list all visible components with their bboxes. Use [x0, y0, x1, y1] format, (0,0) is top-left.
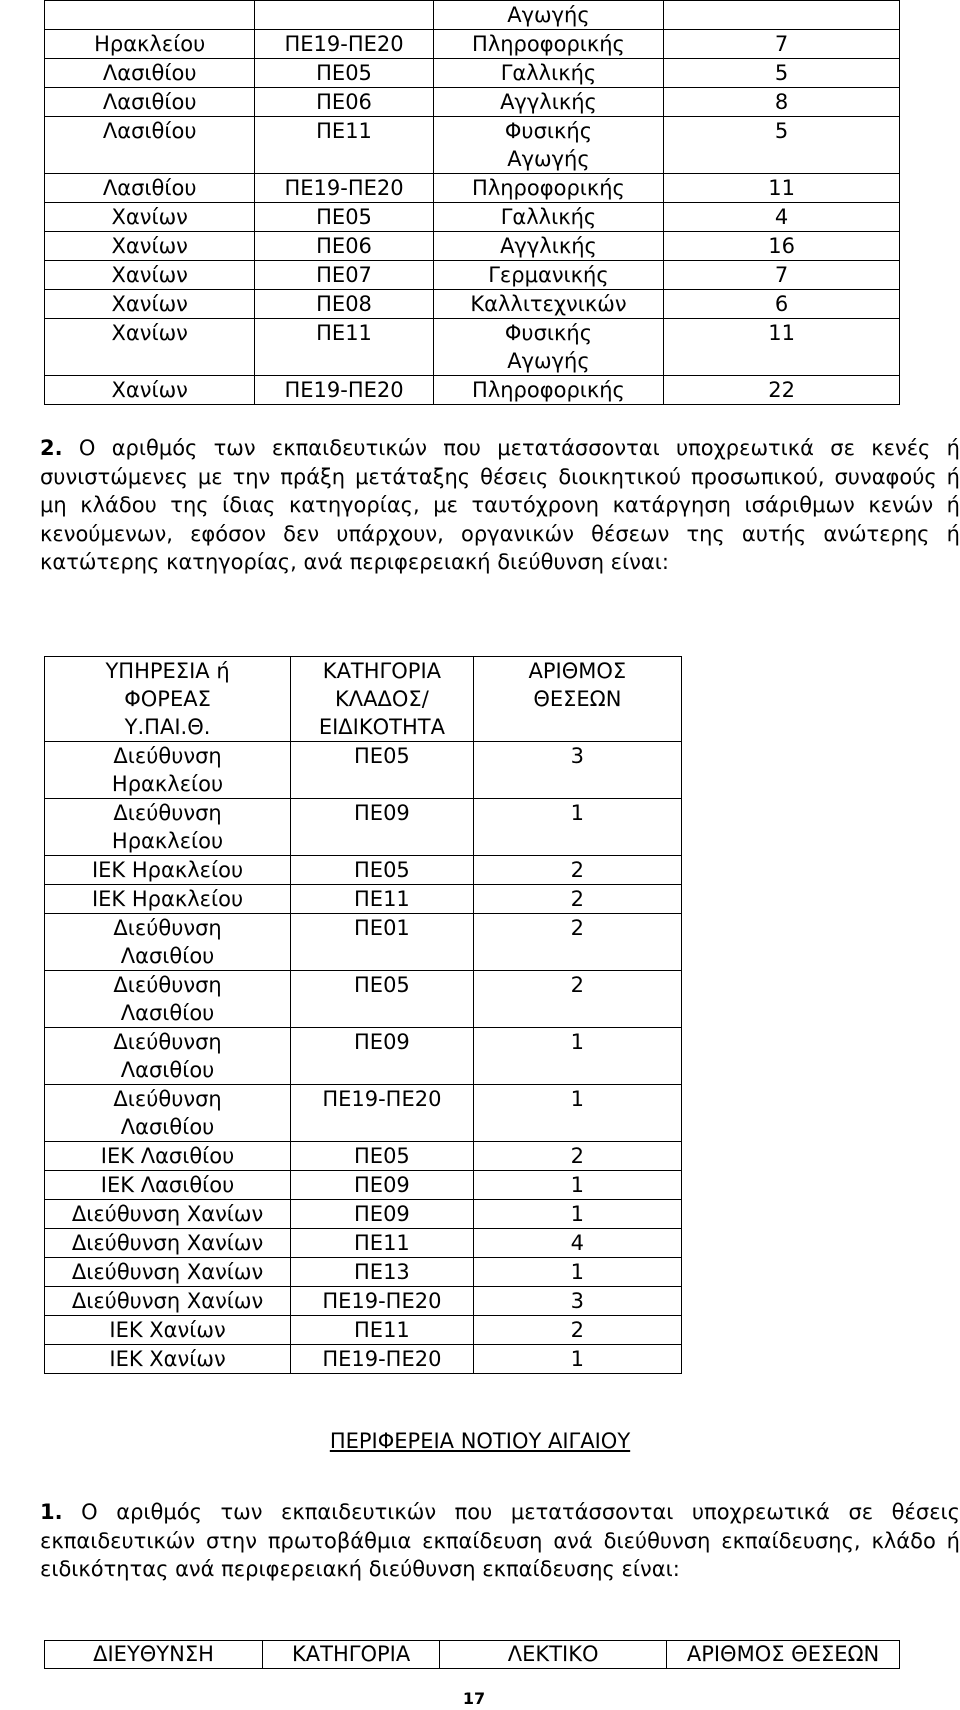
paragraph-2 — [40, 434, 960, 577]
header-positions: ΑΡΙΘΜΟΣ ΘΕΣΕΩΝ — [667, 1641, 900, 1669]
cell-category: ΠΕ19-ΠΕ20 — [255, 30, 433, 59]
table-row — [45, 59, 900, 88]
cell-specialty: Φυσικής Αγωγής — [433, 319, 664, 376]
cell-category: ΠΕ11 — [255, 117, 433, 174]
cell-specialty: Πληροφορικής — [433, 376, 664, 405]
cell-service: ΙΕΚ Ηρακλείου — [45, 856, 291, 885]
cell-positions: 1 — [473, 1028, 681, 1085]
cell-count: 22 — [664, 376, 900, 405]
cell-category: ΠΕ11 — [291, 1316, 474, 1345]
cell-service: ΙΕΚ Ηρακλείου — [45, 885, 291, 914]
table-positions-continued — [44, 0, 900, 405]
cell-specialty: Πληροφορικής — [433, 174, 664, 203]
paragraph-1 — [40, 1498, 960, 1584]
cell-category: ΠΕ19-ΠΕ20 — [255, 376, 433, 405]
cell-category: ΠΕ01 — [291, 914, 474, 971]
cell-positions: 2 — [473, 971, 681, 1028]
cell-specialty: Αγωγής — [433, 1, 664, 30]
cell-category: ΠΕ19-ΠΕ20 — [255, 174, 433, 203]
table-row — [45, 1229, 682, 1258]
cell-category: ΠΕ09 — [291, 1028, 474, 1085]
cell-category: ΠΕ05 — [291, 1142, 474, 1171]
cell-region: Χανίων — [45, 290, 255, 319]
cell-category: ΠΕ08 — [255, 290, 433, 319]
table-row — [45, 174, 900, 203]
cell-region: Λασιθίου — [45, 174, 255, 203]
cell-region: Λασιθίου — [45, 88, 255, 117]
cell-region: Λασιθίου — [45, 59, 255, 88]
cell-specialty: Γαλλικής — [433, 203, 664, 232]
paragraph-number: 1. — [40, 1500, 63, 1524]
cell-region: Χανίων — [45, 232, 255, 261]
table-row — [45, 1142, 682, 1171]
cell-specialty: Φυσικής Αγωγής — [433, 117, 664, 174]
table-row — [45, 1287, 682, 1316]
cell-positions: 1 — [473, 1200, 681, 1229]
cell-region: Λασιθίου — [45, 117, 255, 174]
cell-category: ΠΕ09 — [291, 1200, 474, 1229]
cell-count: 11 — [664, 319, 900, 376]
cell-category: ΠΕ05 — [291, 856, 474, 885]
cell-category: ΠΕ11 — [255, 319, 433, 376]
cell-service: Διεύθυνση Λασιθίου — [45, 971, 291, 1028]
cell-specialty: Αγγλικής — [433, 232, 664, 261]
header-positions: ΑΡΙΘΜΟΣ ΘΕΣΕΩΝ — [473, 657, 681, 742]
cell-category: ΠΕ05 — [255, 203, 433, 232]
table-south-aegean — [44, 1640, 900, 1669]
cell-service: ΙΕΚ Λασιθίου — [45, 1142, 291, 1171]
cell-specialty: Καλλιτεχνικών — [433, 290, 664, 319]
table-row — [45, 88, 900, 117]
header-directorate: ΔΙΕΥΘΥΝΣΗ — [45, 1641, 263, 1669]
cell-service: ΙΕΚ Λασιθίου — [45, 1171, 291, 1200]
cell-specialty: Γαλλικής — [433, 59, 664, 88]
table-row — [45, 319, 900, 376]
cell-region — [45, 1, 255, 30]
table-row — [45, 971, 682, 1028]
cell-count: 5 — [664, 117, 900, 174]
table-header-row — [45, 657, 682, 742]
cell-count: 11 — [664, 174, 900, 203]
cell-region: Χανίων — [45, 319, 255, 376]
table-row — [45, 856, 682, 885]
table-row — [45, 261, 900, 290]
table-row — [45, 1316, 682, 1345]
cell-count: 7 — [664, 261, 900, 290]
cell-category: ΠΕ11 — [291, 1229, 474, 1258]
table-row — [45, 1171, 682, 1200]
cell-region: Χανίων — [45, 376, 255, 405]
cell-count: 8 — [664, 88, 900, 117]
cell-category: ΠΕ06 — [255, 232, 433, 261]
table-row — [45, 376, 900, 405]
cell-specialty: Αγγλικής — [433, 88, 664, 117]
cell-positions: 1 — [473, 1345, 681, 1374]
table-row — [45, 30, 900, 59]
cell-count: 6 — [664, 290, 900, 319]
cell-positions: 1 — [473, 1171, 681, 1200]
cell-count: 5 — [664, 59, 900, 88]
cell-category: ΠΕ09 — [291, 799, 474, 856]
table-row — [45, 1028, 682, 1085]
table-row — [45, 117, 900, 174]
cell-positions: 1 — [473, 799, 681, 856]
cell-positions: 3 — [473, 1287, 681, 1316]
table-administrative-positions — [44, 656, 682, 1374]
region-heading: ΠΕΡΙΦΕΡΕΙΑ ΝΟΤΙΟΥ ΑΙΓΑΙΟΥ — [329, 1429, 631, 1453]
cell-category — [255, 1, 433, 30]
cell-category: ΠΕ19-ΠΕ20 — [291, 1345, 474, 1374]
cell-service: Διεύθυνση Λασιθίου — [45, 1028, 291, 1085]
cell-count: 16 — [664, 232, 900, 261]
table-header-row — [45, 1641, 900, 1669]
page-number: 17 — [462, 1689, 486, 1708]
cell-positions: 1 — [473, 1085, 681, 1142]
cell-category: ΠΕ05 — [291, 971, 474, 1028]
cell-positions: 2 — [473, 856, 681, 885]
cell-service: Διεύθυνση Λασιθίου — [45, 914, 291, 971]
table-row — [45, 1, 900, 30]
cell-category: ΠΕ09 — [291, 1171, 474, 1200]
header-label: ΛΕΚΤΙΚΟ — [440, 1641, 667, 1669]
cell-region: Ηρακλείου — [45, 30, 255, 59]
table-row — [45, 742, 682, 799]
cell-service: Διεύθυνση Χανίων — [45, 1258, 291, 1287]
cell-service: Διεύθυνση Χανίων — [45, 1229, 291, 1258]
cell-service: Διεύθυνση Ηρακλείου — [45, 742, 291, 799]
cell-specialty: Πληροφορικής — [433, 30, 664, 59]
table-row — [45, 1258, 682, 1287]
table-row — [45, 232, 900, 261]
cell-category: ΠΕ13 — [291, 1258, 474, 1287]
cell-category: ΠΕ19-ΠΕ20 — [291, 1287, 474, 1316]
cell-positions: 2 — [473, 1142, 681, 1171]
cell-positions: 2 — [473, 914, 681, 971]
table-row — [45, 290, 900, 319]
cell-region: Χανίων — [45, 261, 255, 290]
cell-service: Διεύθυνση Χανίων — [45, 1200, 291, 1229]
table-row — [45, 799, 682, 856]
cell-positions: 3 — [473, 742, 681, 799]
cell-service: Διεύθυνση Λασιθίου — [45, 1085, 291, 1142]
table-row — [45, 1085, 682, 1142]
table-row — [45, 203, 900, 232]
cell-count: 7 — [664, 30, 900, 59]
cell-count: 4 — [664, 203, 900, 232]
header-service: ΥΠΗΡΕΣΙΑ ή ΦΟΡΕΑΣ Υ.ΠΑΙ.Θ. — [45, 657, 291, 742]
cell-count — [664, 1, 900, 30]
cell-category: ΠΕ11 — [291, 885, 474, 914]
cell-positions: 2 — [473, 885, 681, 914]
cell-positions: 4 — [473, 1229, 681, 1258]
cell-positions: 1 — [473, 1258, 681, 1287]
cell-specialty: Γερμανικής — [433, 261, 664, 290]
paragraph-text: Ο αριθμός των εκπαιδευτικών που μετατάσσονται υποχρεωτικά σε κενές ή συνιστώμενες με την πράξη μετάταξης θέσεις διοικητικού προσωπικού, συναφούς ή μη κλάδου της ίδιας κατηγορίας, με ταυτόχρονη κατάργηση ισάριθμων κενών ή κενούμενων, εφόσον δεν υπάρχουν, οργανικών θέσεων της αυτής ανώτερης ή κατώτερης κατηγορίας, ανά περιφερειακή διεύθυνση είναι: — [40, 436, 960, 574]
cell-service: ΙΕΚ Χανίων — [45, 1316, 291, 1345]
paragraph-number: 2. — [40, 436, 63, 460]
header-category: ΚΑΤΗΓΟΡΙΑ — [263, 1641, 440, 1669]
cell-service: ΙΕΚ Χανίων — [45, 1345, 291, 1374]
header-category: ΚΑΤΗΓΟΡΙΑ ΚΛΑΔΟΣ/ ΕΙΔΙΚΟΤΗΤΑ — [291, 657, 474, 742]
table-row — [45, 914, 682, 971]
cell-region: Χανίων — [45, 203, 255, 232]
cell-category: ΠΕ05 — [255, 59, 433, 88]
cell-category: ΠΕ07 — [255, 261, 433, 290]
table-row — [45, 885, 682, 914]
cell-service: Διεύθυνση Ηρακλείου — [45, 799, 291, 856]
table-row — [45, 1200, 682, 1229]
cell-positions: 2 — [473, 1316, 681, 1345]
table-row — [45, 1345, 682, 1374]
cell-category: ΠΕ19-ΠΕ20 — [291, 1085, 474, 1142]
paragraph-text: Ο αριθμός των εκπαιδευτικών που μετατάσσονται υποχρεωτικά σε θέσεις εκπαιδευτικών στην πρωτοβάθμια εκπαίδευση ανά διεύθυνση εκπαίδευσης, κλάδο ή ειδικότητας ανά περιφερειακή διεύθυνση εκπαίδευσης είναι: — [40, 1500, 960, 1581]
cell-service: Διεύθυνση Χανίων — [45, 1287, 291, 1316]
cell-category: ΠΕ06 — [255, 88, 433, 117]
cell-category: ΠΕ05 — [291, 742, 474, 799]
